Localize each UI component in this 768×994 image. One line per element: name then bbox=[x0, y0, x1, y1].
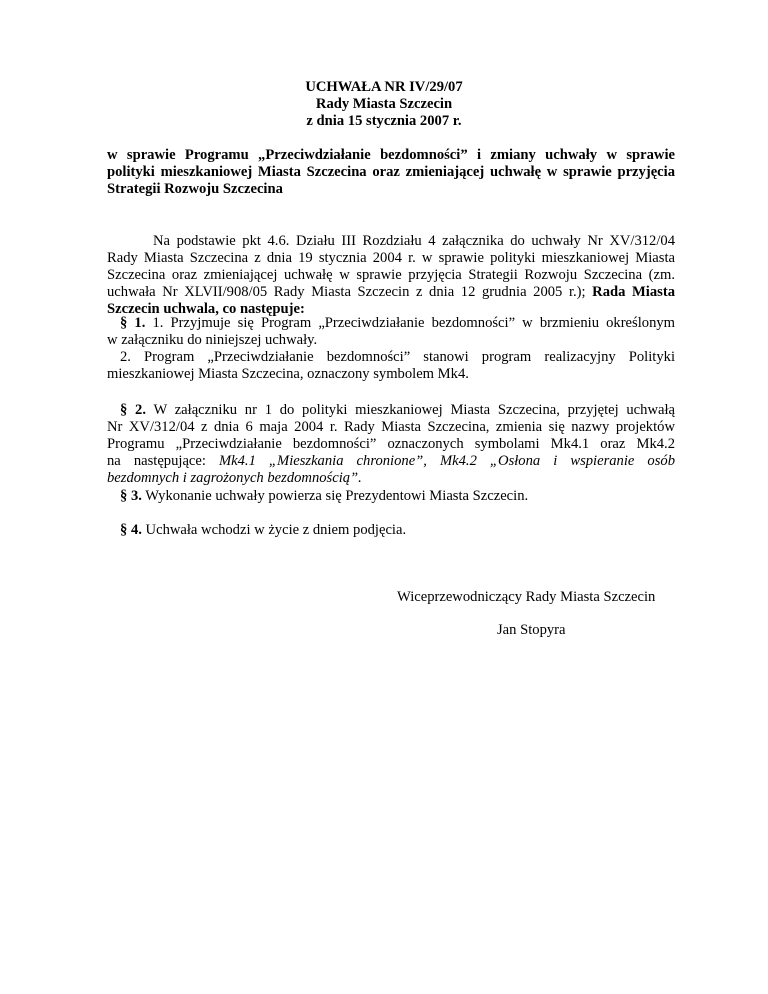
section-1 bbox=[107, 315, 675, 383]
preamble-line: Na podstawie pkt 4.6. Działu III Rozdziału 4 załącznika do uchwały Nr XV/312/04 bbox=[153, 233, 675, 249]
resolution-header bbox=[0, 79, 768, 130]
section-text: W załączniku nr 1 do polityki mieszkaniowej Miasta Szczecina, przyjętej uchwałą bbox=[153, 402, 675, 418]
preamble-text: uchwała Nr XLVII/908/05 Rady Miasta Szczecin z dnia 12 grudnia 2005 r.); bbox=[107, 284, 586, 300]
preamble-line: Szczecin uchwala, co następuje: bbox=[107, 301, 305, 317]
resolution-number: UCHWAŁA NR IV/29/07 bbox=[305, 79, 463, 95]
section-marker: § 1. bbox=[120, 315, 146, 331]
signatory-title: Wiceprzewodniczący Rady Miasta Szczecin bbox=[397, 589, 656, 605]
subject-line: Strategii Rozwoju Szczecina bbox=[107, 181, 283, 197]
section-3 bbox=[107, 488, 675, 505]
section-line: 2. Program „Przeciwdziałanie bezdomności” stanowi program realizacyjny Polityki bbox=[120, 349, 675, 365]
section-line: Nr XV/312/04 z dnia 6 maja 2004 r. Rady Miasta Szczecina, zmienia się nazwy projektów bbox=[107, 419, 675, 435]
section-line bbox=[107, 315, 675, 332]
section-text: 1. Przyjmuje się Program „Przeciwdziałanie bezdomności” w brzmieniu określonym bbox=[152, 315, 676, 331]
section-text: Wykonanie uchwały powierza się Prezydentowi Miasta Szczecin. bbox=[145, 488, 529, 504]
section-marker: § 4. bbox=[120, 522, 142, 538]
preamble-line: Rady Miasta Szczecina z dnia 19 stycznia 2004 r. w sprawie polityki mieszkaniowej Miasta bbox=[107, 250, 675, 266]
section-marker: § 2. bbox=[120, 402, 146, 418]
section-line bbox=[107, 488, 675, 505]
subject-line: w sprawie Programu „Przeciwdziałanie bezdomności” i zmiany uchwały w sprawie bbox=[107, 147, 675, 163]
subject-line: polityki mieszkaniowej Miasta Szczecina oraz zmieniającej uchwałę w sprawie przyjęcia bbox=[107, 164, 675, 180]
section-line: w załączniku do niniejszej uchwały. bbox=[107, 332, 318, 348]
section-text: Uchwała wchodzi w życie z dniem podjęcia. bbox=[145, 522, 407, 538]
preamble-line: Szczecina oraz zmieniającej uchwałę w sprawie przyjęcia Strategii Rozwoju Szczecina (zm. bbox=[107, 267, 675, 283]
section-marker: § 3. bbox=[120, 488, 142, 504]
section-2 bbox=[107, 402, 675, 487]
section-line: mieszkaniowej Miasta Szczecina, oznaczony symbolem Mk4. bbox=[107, 366, 469, 382]
resolution-date: z dnia 15 stycznia 2007 r. bbox=[306, 113, 462, 129]
signature-block bbox=[397, 589, 697, 639]
section-line bbox=[107, 402, 675, 419]
section-text: na następujące: bbox=[107, 453, 206, 469]
section-line bbox=[107, 522, 675, 539]
section-line bbox=[107, 453, 675, 470]
preamble-bold: Rada Miasta bbox=[592, 284, 675, 300]
section-line: bezdomnych i zagrożonych bezdomnością”. bbox=[107, 470, 362, 486]
section-italic: Mk4.1 „Mieszkania chronione”, Mk4.2 „Osłona i wspieranie osób bbox=[219, 453, 675, 469]
signatory-name: Jan Stopyra bbox=[497, 622, 566, 638]
section-4 bbox=[107, 522, 675, 539]
section-line: Programu „Przeciwdziałanie bezdomności” oznaczonych symbolami Mk4.1 oraz Mk4.2 bbox=[107, 436, 675, 452]
legal-basis bbox=[107, 233, 675, 318]
preamble-line bbox=[107, 284, 675, 301]
council-name: Rady Miasta Szczecin bbox=[315, 96, 453, 112]
resolution-subject bbox=[107, 147, 675, 198]
